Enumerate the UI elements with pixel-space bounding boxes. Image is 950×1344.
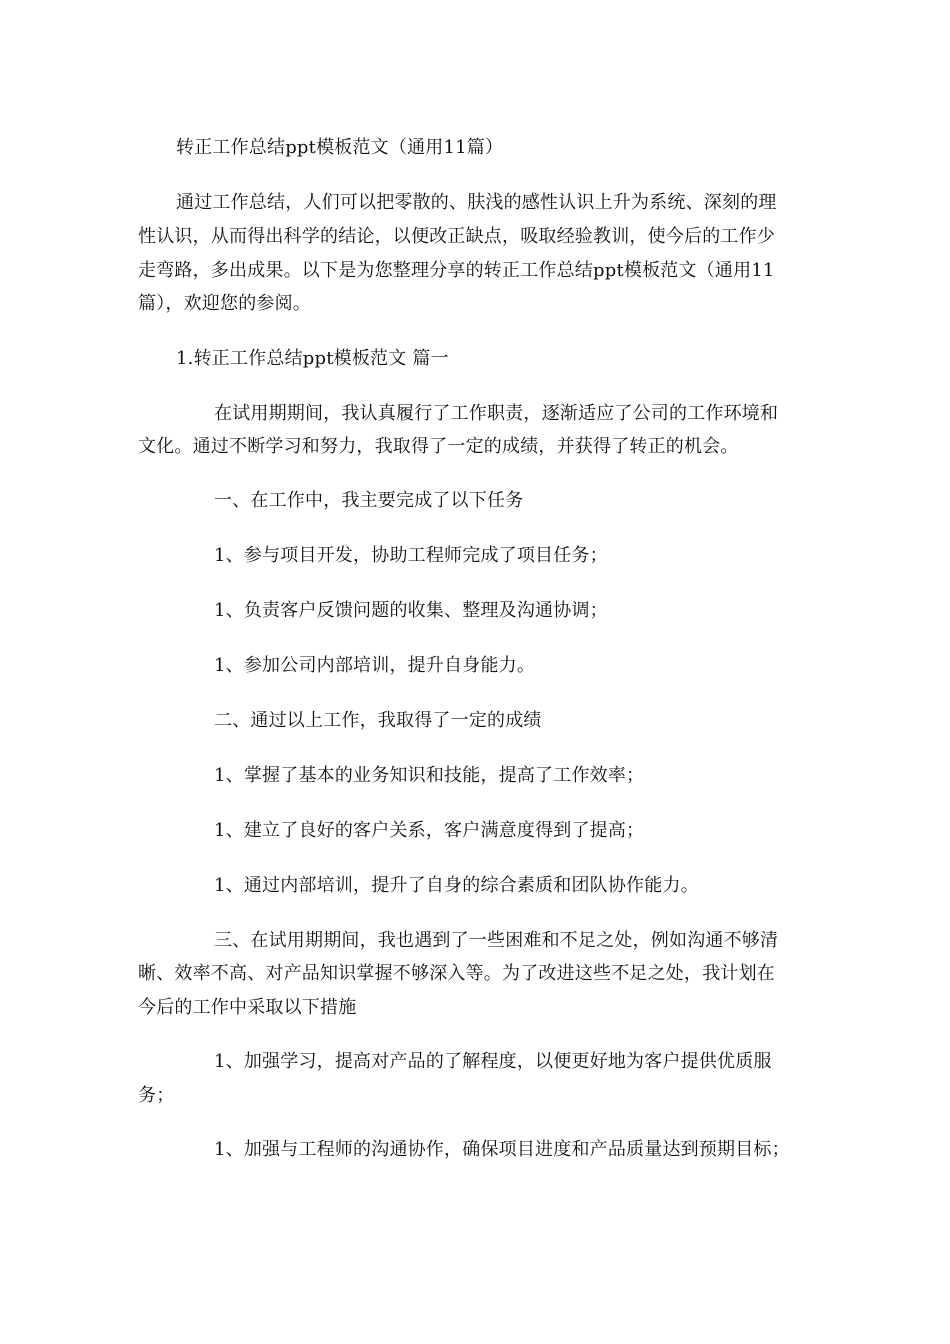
list-item: 1、建立了良好的客户关系，客户满意度得到了提高； — [214, 820, 645, 841]
intro-line: 篇），欢迎您的参阅。 — [138, 293, 311, 314]
list-item: 1、参加公司内部培训，提升自身能力。 — [214, 655, 536, 676]
list-item: 1、加强学习，提高对产品的了解程度，以便更好地为客户提供优质服 — [214, 1051, 772, 1072]
paragraph-line: 文化。通过不断学习和努力，我取得了一定的成绩，并获得了转正的机会。 — [138, 436, 739, 457]
part3-line: 今后的工作中采取以下措施 — [138, 997, 357, 1018]
list-item-continuation: 务； — [138, 1085, 175, 1106]
list-item: 1、加强与工程师的沟通协作，确保项目进度和产品质量达到预期目标； — [214, 1139, 790, 1160]
document-title: 转正工作总结ppt模板范文（通用11篇） — [176, 137, 504, 158]
part3-line: 晰、效率不高、对产品知识掌握不够深入等。为了改进这些不足之处，我计划在 — [138, 963, 775, 984]
list-item: 1、负责客户反馈问题的收集、整理及沟通协调； — [214, 600, 608, 621]
list-item: 1、掌握了基本的业务知识和技能，提高了工作效率； — [214, 765, 645, 786]
intro-line: 性认识，从而得出科学的结论，以便改正缺点，吸取经验教训，使今后的工作少 — [138, 226, 775, 247]
list-item: 1、参与项目开发，协助工程师完成了项目任务； — [214, 545, 608, 566]
list-item: 1、通过内部培训，提升了自身的综合素质和团队协作能力。 — [214, 875, 699, 896]
paragraph-line: 在试用期期间，我认真履行了工作职责，逐渐适应了公司的工作环境和 — [214, 403, 779, 424]
section-heading: 1.转正工作总结ppt模板范文 篇一 — [176, 348, 449, 369]
part2-heading: 二、通过以上工作，我取得了一定的成绩 — [214, 710, 542, 731]
intro-line: 通过工作总结，人们可以把零散的、肤浅的感性认识上升为系统、深刻的理 — [176, 192, 777, 213]
part1-heading: 一、在工作中，我主要完成了以下任务 — [214, 490, 524, 511]
part3-line: 三、在试用期期间，我也遇到了一些困难和不足之处，例如沟通不够清 — [214, 930, 779, 951]
intro-line: 走弯路，多出成果。以下是为您整理分享的转正工作总结ppt模板范文（通用11 — [138, 260, 775, 281]
